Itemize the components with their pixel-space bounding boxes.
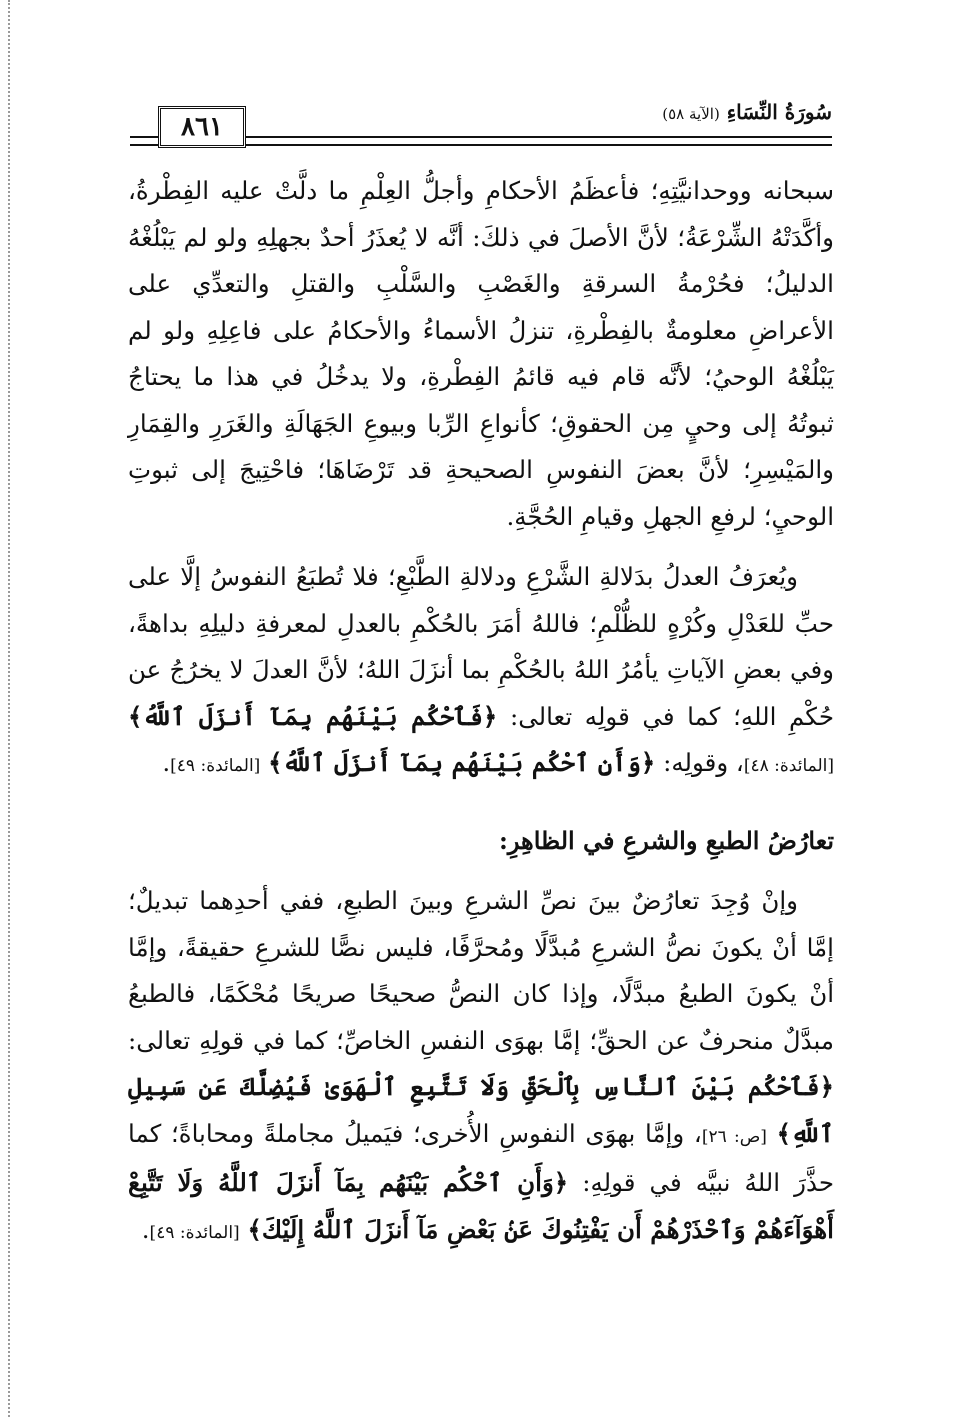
page-header xyxy=(130,96,832,162)
quran-reference: [المائدة: ٤٨] xyxy=(743,756,834,776)
page-number: ٨٦١ xyxy=(181,112,223,142)
quran-quote: ﴿فَٱحْكُم بَيْنَهُم بِمَآ أَنزَلَ ٱللَّهُ﴾ xyxy=(128,701,498,731)
paragraph-3-text-b: ، وإمَّا بهوَى النفوسِ الأُخرى؛ فيَميلُ مجاملةً ومحاباةً؛ كما حذَّرَ اللهُ نبيَّه في قولِهِ: xyxy=(128,1118,834,1197)
paragraph-2: ويُعرَفُ العدلُ بدَلالةِ الشَّرْعِ ودلالةِ الطَّبْعِ؛ فلا تُطبَعُ النفوسُ إلَّا على حبِّ للعَدْلِ وكُرْهٍ للظُّلْمِ؛ فاللهُ أمَرَ بالحُكْمِ بالعدلِ لمعرفةِ دليلِهِ بداهةً، وفي بعضِ الآياتِ يأمُرُ اللهُ بالحُكْمِ بما أنزَلَ اللهُ؛ لأنَّ العدلَ لا يخرُجُ عن حُكْمِ اللهِ؛ كما في قولِه تعالى: ﴿فَٱحْكُم بَيْنَهُم بِمَآ أَنزَلَ ٱللَّهُ﴾ [المائدة: ٤٨]، وقولِه: ﴿وَأَنِ ٱحْكُم بَيْنَهُم بِمَآ أَنزَلَ ٱللَّهُ﴾ [المائدة: ٤٩]. xyxy=(128,562,834,777)
main-text xyxy=(128,168,834,1270)
section-heading: تعارُضُ الطبعِ والشرعِ في الظاهِرِ: xyxy=(498,825,834,855)
paragraph-3: وإنْ وُجِدَ تعارُضٌ بينَ نصِّ الشرعِ وبينَ الطبعِ، ففي أحدِهما تبديلٌ؛ إمَّا أنْ يكونَ نصُّ الشرعِ مُبدَّلًا ومُحرَّفًا، فليس نصًّا للشرعِ حقيقةً، وإمَّا أنْ يكونَ الطبعُ مبدَّلًا، وإذا كان النصُّ صحيحًا صريحًا مُحْكَمًا، فالطبعُ مبدَّلٌ منحرفٌ عن الحقِّ؛ إمَّا بهوَى النفسِ الخاصِّ؛ كما في قولِهِ تعالى: ﴿فَٱحْكُم بَيْنَ ٱلنَّاسِ بِٱلْحَقِّ وَلَا تَتَّبِعِ ٱلْهَوَىٰ فَيُضِلَّكَ عَن سَبِيلِ ٱللَّهِ﴾ [ص: ٢٦]، وإمَّا بهوَى النفوسِ الأُخرى؛ فيَميلُ مجاملةً ومحاباةً؛ كما حذَّرَ اللهُ نبيَّه في قولِهِ: ﴿وَأَنِ ٱحْكُم بَيْنَهُم بِمَآ أَنزَلَ ٱللَّهُ وَلَا تَتَّبِعْ أَهْوَآءَهُمْ وَٱحْذَرْهُمْ أَن يَفْتِنُوكَ عَنۢ بَعْضِ مَآ أَنزَلَ ٱللَّهُ إِلَيْكَ﴾ [المائدة: ٤٩]. xyxy=(128,886,834,1244)
quran-quote: ﴿وَأَنِ ٱحْكُم بَيْنَهُم بِمَآ أَنزَلَ ٱللَّهُ وَلَا تَتَّبِعْ أَهْوَآءَهُمْ وَٱحْذَرْهُمْ أَن يَفْتِنُوكَ عَنۢ بَعْضِ مَآ أَنزَلَ ٱللَّهُ إِلَيْكَ﴾ xyxy=(128,1168,834,1244)
running-title xyxy=(654,100,832,124)
paragraph-2-text-a: ويُعرَفُ العدلُ بدَلالةِ الشَّرْعِ ودلالةِ الطَّبْعِ؛ فلا تُطبَعُ النفوسُ إلَّا على حبِّ للعَدْلِ وكُرْهٍ للظُّلْمِ؛ فاللهُ أمَرَ بالحُكْمِ بالعدلِ لمعرفةِ دليلِهِ بداهةً، وفي بعضِ الآياتِ يأمُرُ اللهُ بالحُكْمِ بما أنزَلَ اللهُ؛ لأنَّ العدلَ لا يخرُجُ عن حُكْمِ اللهِ؛ كما في قولِه تعالى: xyxy=(128,562,834,731)
paragraph-1: سبحانه ووحدانيَّتِهِ؛ فأعظَمُ الأحكامِ وأجلُّ العِلْمِ ما دلَّتْ عليه الفِطْرةُ، وأكَّدَتْهُ الشِّرْعَةُ؛ لأنَّ الأصلَ في ذلكَ: أنَّه لا يُعذَرُ أحدٌ بجهلِهِ ولو لم يَبْلُغْهُ الدليلُ؛ فحُرْمةُ السرقةِ والغَصْبِ والسَّلْبِ والقتلِ والتعدِّي على الأعراضِ معلومةٌ بالفِطْرةِ، تنزلُ الأسماءُ والأحكامُ على فاعِلِهِ ولو لم يَبْلُغْهُ الوحيُ؛ لأنَّه قام فيه قائمُ الفِطْرةِ، ولا يدخُلُ في هذا ما يحتاجُ ثبوتُهُ إلى وحيٍ مِن الحقوقِ؛ كأنواعِ الرِّبا وبيوعِ الجَهَالَةِ والغَرَرِ والقِمَارِ والمَيْسِرِ؛ لأنَّ بعضَ النفوسِ الصحيحةِ قد تَرْضَاهَا؛ فاحْتِيجَ إلى ثبوتِ الوحيِ؛ لرفعِ الجهلِ وقيامِ الحُجَّةِ. xyxy=(128,176,834,531)
paragraph-2-text-b: ، وقولِه: xyxy=(663,748,744,777)
page-number-box xyxy=(158,106,246,148)
quran-quote: ﴿وَأَنِ ٱحْكُم بَيْنَهُم بِمَآ أَنزَلَ ٱللَّهُ﴾ xyxy=(268,748,656,777)
page-edge-border xyxy=(0,0,10,1417)
verse-label: (الآية ٥٨) xyxy=(662,105,720,123)
quran-reference: [المائدة: ٤٩] xyxy=(170,756,261,776)
quran-reference: [ص: ٢٦] xyxy=(701,1126,767,1147)
quran-reference: [المائدة: ٤٩] xyxy=(149,1222,240,1243)
surah-title: سُورَةُ النِّسَاءِ xyxy=(726,100,832,124)
quran-quote: ﴿فَٱحْكُم بَيْنَ ٱلنَّاسِ بِٱلْحَقِّ وَلَا تَتَّبِعِ ٱلْهَوَىٰ فَيُضِلَّكَ عَن سَبِيلِ ٱللَّهِ﴾ xyxy=(128,1072,834,1148)
paragraph-3-text-a: وإنْ وُجِدَ تعارُضٌ بينَ نصِّ الشرعِ وبينَ الطبعِ، ففي أحدِهما تبديلٌ؛ إمَّا أنْ يكونَ نصُّ الشرعِ مُبدَّلًا ومُحرَّفًا، فليس نصًّا للشرعِ حقيقةً، وإمَّا أنْ يكونَ الطبعُ مبدَّلًا، وإذا كان النصُّ صحيحًا صريحًا مُحْكَمًا، فالطبعُ مبدَّلٌ منحرفٌ عن الحقِّ؛ إمَّا بهوَى النفسِ الخاصِّ؛ كما في قولِهِ تعالى: xyxy=(128,886,834,1055)
